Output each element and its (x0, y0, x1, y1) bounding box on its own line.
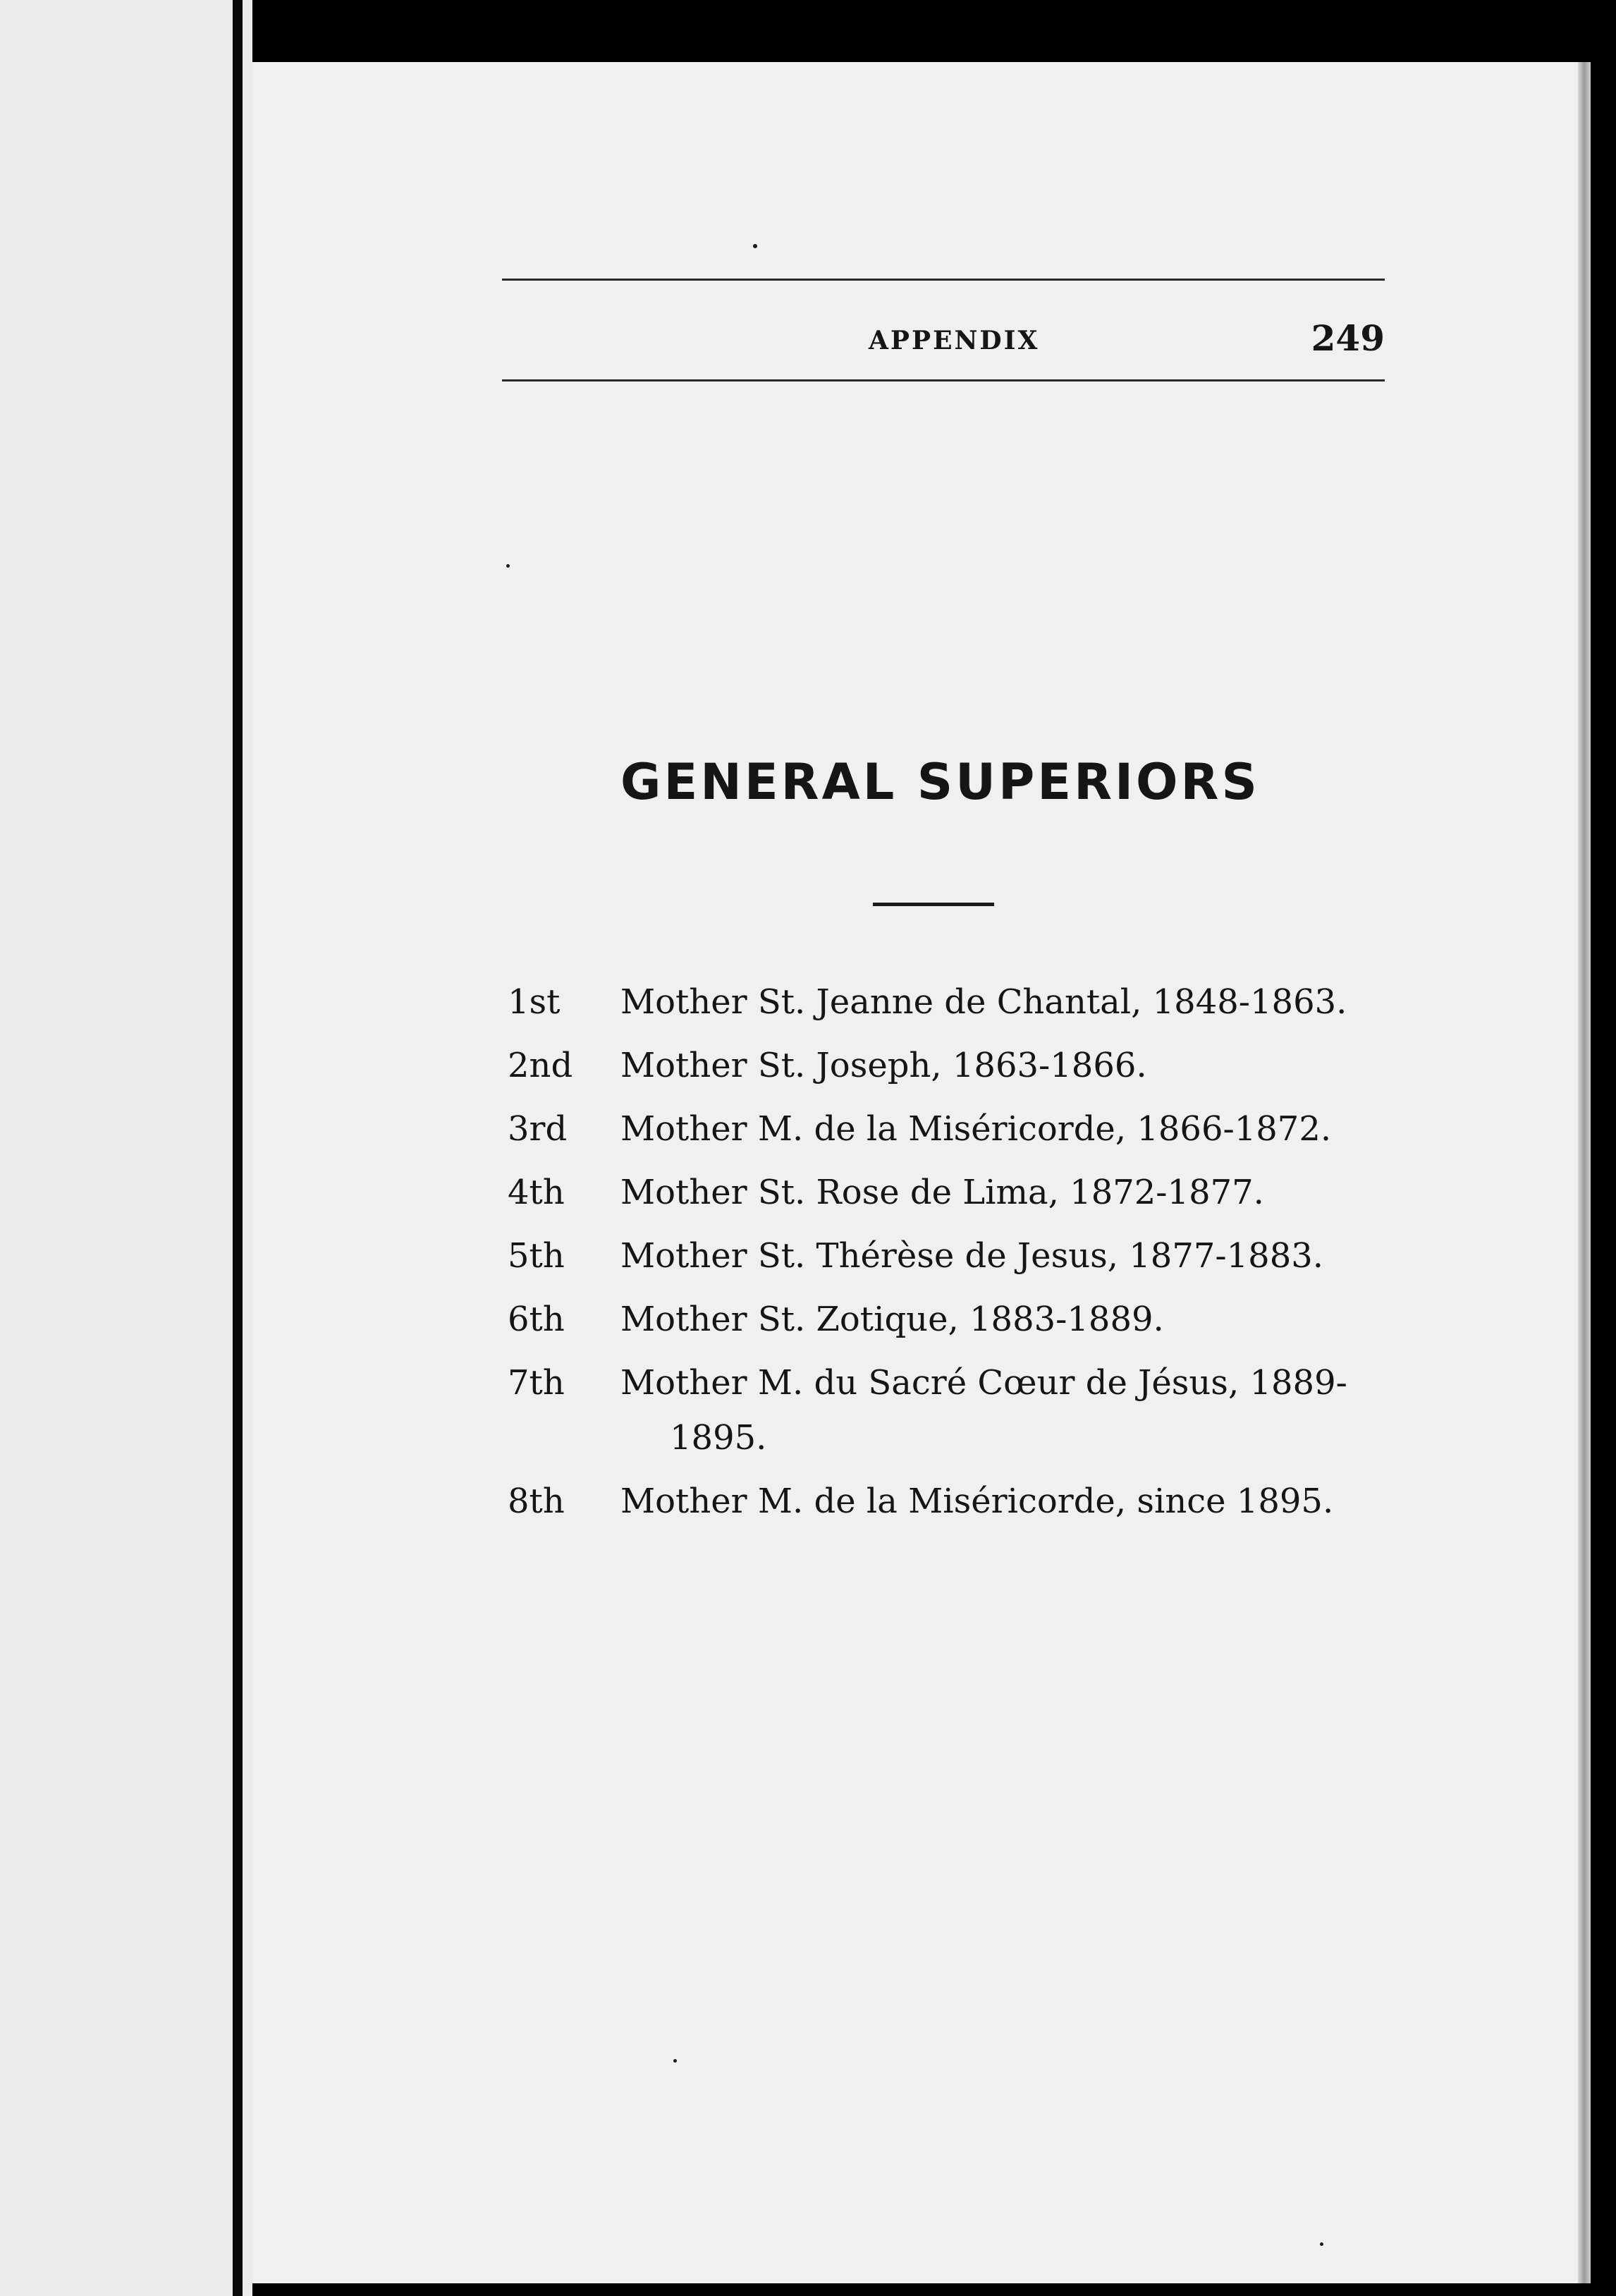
list-item (508, 1470, 1396, 1533)
entry-text: Mother M. de la Miséricorde, 1866-1872. (620, 1109, 1332, 1149)
list-item (508, 1351, 1396, 1470)
scan-speck (1320, 2242, 1323, 2246)
list-item (508, 1288, 1396, 1351)
ordinal: 2nd (508, 1046, 573, 1085)
scan-speck (753, 244, 757, 248)
title-ornament-rule (873, 903, 994, 906)
ordinal: 6th (508, 1300, 565, 1339)
list-item (508, 1097, 1396, 1161)
section-title: GENERAL SUPERIORS (620, 753, 1260, 811)
running-head (502, 319, 1385, 368)
list-item (508, 970, 1396, 1034)
ordinal: 3rd (508, 1109, 568, 1149)
header-rule-top (502, 279, 1385, 281)
ordinal: 7th (508, 1363, 565, 1403)
entry-text: Mother M. de la Miséricorde, since 1895. (620, 1482, 1334, 1521)
scan-speck (506, 564, 510, 568)
entry-text: Mother St. Zotique, 1883-1889. (620, 1300, 1164, 1339)
list-item (508, 1224, 1396, 1288)
ordinal: 8th (508, 1482, 565, 1521)
list-item (508, 1034, 1396, 1097)
header-rule-bottom (502, 379, 1385, 381)
scan-speck (673, 2059, 677, 2063)
entry-text: Mother St. Rose de Lima, 1872-1877. (620, 1173, 1264, 1212)
ordinal: 1st (508, 982, 561, 1022)
gutter-shadow (233, 0, 243, 2296)
list-item (508, 1161, 1396, 1224)
page-edge (1578, 62, 1591, 2283)
entry-text: Mother St. Thérèse de Jesus, 1877-1883. (620, 1236, 1324, 1276)
page-number: 249 (1311, 317, 1385, 359)
running-title: APPENDIX (869, 326, 1040, 355)
entry-text: Mother St. Jeanne de Chantal, 1848-1863. (620, 982, 1347, 1022)
entry-continuation: 1895. (670, 1418, 767, 1458)
ordinal: 4th (508, 1173, 565, 1212)
entry-text: Mother M. du Sacré Cœur de Jésus, 1889- (620, 1363, 1347, 1403)
entry-text: Mother St. Joseph, 1863-1866. (620, 1046, 1147, 1085)
ordinal: 5th (508, 1236, 565, 1276)
facing-page (0, 0, 224, 2296)
superiors-list (508, 970, 1396, 1533)
